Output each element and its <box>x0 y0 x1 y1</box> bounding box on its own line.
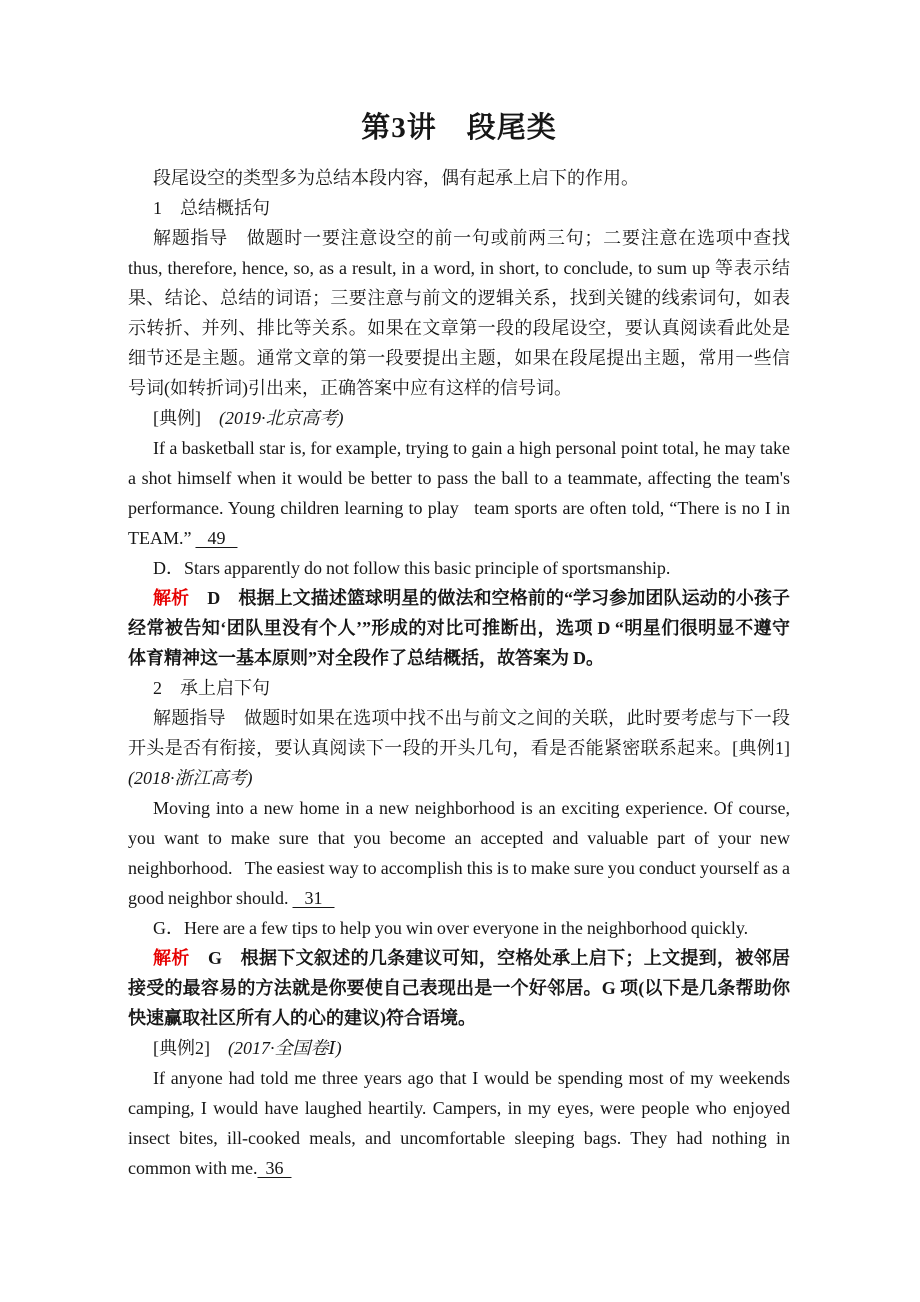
analysis-label: 解析 <box>153 948 190 968</box>
exam-source-citation: (2017·全国卷Ⅰ) <box>228 1038 342 1058</box>
section-2-heading <box>128 673 790 703</box>
exam-source-citation: (2019·北京高考) <box>219 408 344 428</box>
example-label: [典例2] <box>153 1038 228 1058</box>
section-2-guidance-paragraph <box>128 703 808 793</box>
text-run: D．Stars apparently do not follow this basic principle of sportsmanship. <box>153 558 671 578</box>
option-g-line <box>128 913 790 943</box>
answer-blank-49: 49 <box>195 528 238 548</box>
answer-blank-31: 31 <box>292 888 335 908</box>
text-run: If a basketball star is, for example, trying to gain a high personal point total, he may take a shot himself when it would be better to pass the ball to a teammate, affecting the team's performance. Young children learning to play team sports are often told, “There is no I in TEAM.” <box>128 438 790 548</box>
example-3-passage <box>128 1063 790 1183</box>
page-title: 第3讲 段尾类 <box>361 112 557 144</box>
analysis-label: 解析 <box>153 588 190 608</box>
exam-source-citation: (2018·浙江高考) <box>128 768 253 788</box>
text-run: 2 承上启下句 <box>153 678 270 698</box>
text-run: G 根据下文叙述的几条建议可知，空格处承上启下；上文提到，被邻居接受的最容易的方法就是你要使自己表现出是一个好邻居。G 项(以下是几条帮助你快速赢取社区所有人的心的建议)符合语境。 <box>128 948 791 1028</box>
text-run: 解题指导 做题时一要注意设空的前一句或前两三句；二要注意在选项中查找 thus, therefore, hence, so, as a result, in a word, in short, to conclude, to sum up 等表示结果、结论、总结的词语；三要注意与前文的逻辑关系，找到关键的线索词句，如表示转折、并列、排比等关系。如果在文章第一段的段尾设空，要认真阅读看此处是细节还是主题。通常文章的第一段要提出主题，如果在段尾提出主题，常用一些信号词(如转折词)引出来，正确答案中应有这样的信号词。 <box>128 228 790 398</box>
section-1-guidance-paragraph <box>128 223 790 403</box>
analysis-1-paragraph <box>128 583 790 673</box>
example-label: [典例] <box>153 408 219 428</box>
intro-paragraph <box>128 163 790 193</box>
text-run: 1 总结概括句 <box>153 198 270 218</box>
option-d-line <box>128 553 790 583</box>
text-run: Moving into a new home in a new neighborhood is an exciting experience. Of course, you want to make sure that you become an accepted and valuable part of your new neighborhood. The easiest way to accomplish this is to make sure you conduct yourself as a good neighbor should. <box>128 798 790 908</box>
text-run: 段尾设空的类型多为总结本段内容，偶有起承上启下的作用。 <box>153 168 639 188</box>
text-run: G．Here are a few tips to help you win over everyone in the neighborhood quickly. <box>153 918 749 938</box>
example-3-label-line <box>128 1033 790 1063</box>
text-run: D 根据上文描述篮球明星的做法和空格前的“学习参加团队运动的小孩子经常被告知‘团队里没有个人’”形成的对比可推断出，选项 D “明星们很明显不遵守体育精神这一基本原则”对全段作了总结概括，故答案为 D。 <box>128 588 790 668</box>
analysis-2-paragraph <box>128 943 790 1033</box>
example-1-label-line <box>128 403 790 433</box>
text-run: If anyone had told me three years ago that I would be spending most of my weekends camping, I would have laughed heartily. Campers, in my eyes, were people who enjoyed insect bites, ill-cooked meals, and uncomfortable sleeping bags. They had nothing in common with me. <box>128 1068 790 1178</box>
section-1-heading <box>128 193 790 223</box>
text-run: 解题指导 做题时如果在选项中找不出与前文之间的关联，此时要考虑与下一段开头是否有衔接，要认真阅读下一段的开头几句，看是否能紧密联系起来。[典例1] <box>128 708 808 758</box>
answer-blank-36: 36 <box>257 1158 292 1178</box>
example-2-passage <box>128 793 790 913</box>
example-1-passage <box>128 433 790 553</box>
